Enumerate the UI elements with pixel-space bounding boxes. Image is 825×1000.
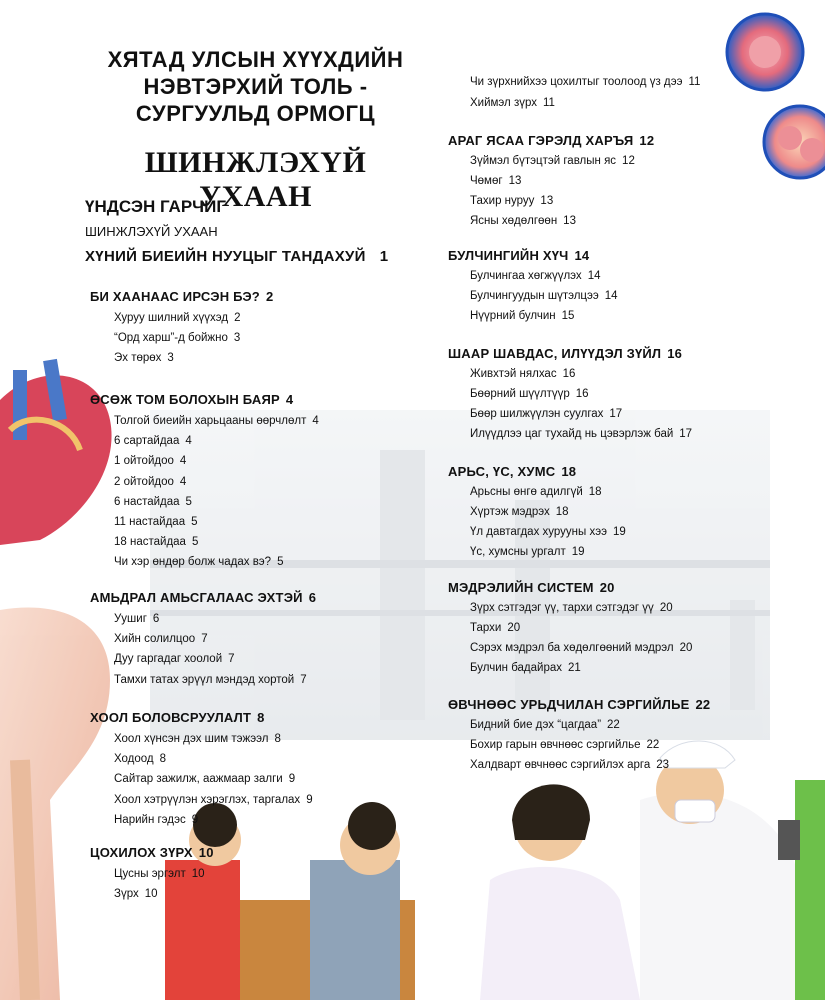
- toc-section-page: 6: [308, 590, 317, 605]
- toc-item: [470, 195, 553, 207]
- toc-item: [114, 814, 198, 826]
- toc-item: [470, 310, 574, 322]
- cell-illustration: [727, 14, 825, 178]
- toc-item-page: 6: [152, 613, 160, 625]
- toc-section: [448, 248, 589, 263]
- toc-item: [114, 496, 192, 508]
- toc-item-label: Уушиг: [114, 613, 147, 625]
- toc-section-page: 18: [561, 464, 577, 479]
- toc-item-label: Сайтар зажилж, аажмаар залги: [114, 773, 283, 786]
- toc-item-label: Чи хэр өндөр болж чадах вэ?: [114, 556, 272, 569]
- toc-section-label: БУЛЧИНГИЙН ХҮЧ: [448, 248, 569, 263]
- toc-item-label: Хиймэл зүрх: [470, 96, 537, 109]
- toc-item-page: 9: [191, 813, 199, 826]
- toc-item-page: 19: [571, 546, 585, 558]
- toc-item: [470, 602, 673, 614]
- toc-item-label: Бохир гарын өвчнөөс сэргийлье: [470, 739, 641, 751]
- toc-item: [114, 733, 281, 745]
- toc-item-label: Нүүрний булчин: [470, 310, 556, 322]
- toc-item-label: Дуу гаргадаг хоолой: [114, 653, 223, 666]
- toc-section: [90, 845, 214, 860]
- toc-item: [470, 622, 520, 634]
- toc-section: [448, 346, 682, 361]
- toc-item-label: Бөөрний шүүлтүүр: [470, 388, 570, 400]
- toc-item-label: Тамхи татах эрүүл мэндэд хортой: [114, 673, 295, 686]
- toc-section-label: ӨВЧНӨӨС УРЬДЧИЛАН СЭРГИЙЛЬЕ: [448, 697, 690, 712]
- toc-section-label: АРАГ ЯСАА ГЭРЭЛД ХАРЪЯ: [448, 133, 634, 148]
- toc-item-label: Тархи: [470, 622, 502, 634]
- toc-category: ШИНЖЛЭХҮЙ УХААН: [85, 224, 218, 239]
- toc-item-page: 11: [542, 96, 555, 109]
- toc-item: [114, 536, 198, 548]
- title-line: СУРГУУЛЬД ОРМОГЦ: [135, 101, 376, 126]
- toc-item-page: 20: [679, 642, 693, 654]
- toc-item-label: 1 ойтойдоо: [114, 455, 174, 468]
- toc-item-label: Булчингуудын шүтэлцээ: [470, 290, 599, 302]
- toc-section-page: 16: [667, 346, 683, 361]
- toc-item: [470, 175, 521, 187]
- toc-top-label: ХҮНИЙ БИЕИЙН НУУЦЫГ ТАНДАХУЙ: [85, 248, 366, 265]
- toc-section: [90, 392, 293, 407]
- toc-item-page: 13: [508, 175, 522, 187]
- toc-item: [114, 753, 166, 765]
- toc-section-label: ЦОХИЛОХ ЗҮРХ: [90, 845, 193, 860]
- toc-item-label: 6 настайдаа: [114, 495, 180, 508]
- book-title: [88, 46, 423, 127]
- toc-item: [114, 794, 313, 806]
- toc-item: [470, 76, 700, 88]
- toc-item-page: 18: [588, 486, 602, 498]
- toc-item-label: Ходоод: [114, 753, 154, 766]
- toc-item-page: 4: [179, 455, 187, 468]
- toc-item-page: 3: [167, 352, 174, 365]
- toc-item-label: 18 настайдаа: [114, 536, 186, 549]
- toc-item-page: 8: [274, 733, 281, 745]
- toc-item: [470, 368, 575, 380]
- toc-item-page: 20: [659, 602, 673, 614]
- toc-item-label: Бидний бие дэх “цагдаа”: [470, 719, 602, 731]
- subject-title: ШИНЖЛЭХҮЙ УХААН: [144, 146, 367, 213]
- toc-item-page: 7: [300, 673, 307, 686]
- toc-item-label: Зүймэл бүтэцтэй гавлын яс: [470, 155, 617, 167]
- toc-item-page: 16: [562, 368, 576, 380]
- toc-section-label: АРЬС, ҮС, ХУМС: [448, 464, 556, 479]
- toc-section-label: ХООЛ БОЛОВСРУУЛАЛТ: [90, 710, 252, 725]
- toc-section-label: АМЬДРАЛ АМЬСГАЛААС ЭХТЭЙ: [90, 590, 303, 605]
- toc-item: [114, 332, 240, 344]
- toc-section: [90, 590, 316, 605]
- toc-item: [470, 155, 635, 167]
- toc-item: [114, 674, 307, 686]
- toc-item-label: Хуруу шилний хүүхэд: [114, 312, 229, 324]
- toc-item-page: 5: [191, 516, 198, 528]
- toc-item: [470, 739, 659, 751]
- toc-item: [470, 290, 618, 302]
- toc-section-page: 22: [695, 697, 711, 712]
- toc-item-label: Хоол хэтрүүлэн хэрэглэх, таргалах: [114, 793, 301, 806]
- toc-item-label: Булчингаа хөгжүүлэх: [470, 270, 582, 282]
- toc-item-page: 4: [185, 435, 192, 448]
- toc-section-label: МЭДРЭЛИЙН СИСТЕМ: [448, 580, 594, 595]
- toc-item-page: 9: [288, 773, 296, 786]
- toc-item-label: Булчин бадайрах: [470, 662, 562, 674]
- toc-item-label: 11 настайдаа: [114, 516, 186, 528]
- toc-item-page: 23: [656, 759, 670, 771]
- toc-section-page: 14: [574, 248, 590, 263]
- title-line: НЭВТЭРХИЙ ТОЛЬ -: [143, 74, 368, 99]
- toc-item: [114, 613, 159, 625]
- vaccination-photo: [480, 741, 800, 1000]
- toc-section: [448, 133, 654, 148]
- toc-item-label: Эх төрөх: [114, 352, 162, 365]
- toc-item-page: 16: [575, 388, 589, 400]
- toc-item: [470, 506, 569, 518]
- toc-item-label: Чи зүрхнийхээ цохилтыг тоолоод үз дээ: [470, 76, 683, 88]
- toc-item-page: 7: [228, 653, 235, 666]
- toc-item-label: Зүрх: [114, 888, 139, 901]
- toc-item: [114, 352, 174, 364]
- toc-item-label: Чөмөг: [470, 175, 503, 187]
- dam-background: [150, 410, 770, 740]
- toc-item-label: Хоол хүнсэн дэх шим тэжээл: [114, 733, 269, 745]
- toc-item: [470, 270, 600, 282]
- toc-item-page: 17: [679, 428, 693, 440]
- toc-item: [470, 97, 555, 109]
- toc-section: [448, 580, 615, 595]
- toc-item: [470, 215, 576, 227]
- toc-section-page: 8: [257, 710, 265, 725]
- toc-item-label: Тахир нуруу: [470, 195, 535, 207]
- toc-section: [90, 710, 265, 725]
- toc-item-page: 8: [159, 753, 167, 766]
- toc-item: [470, 719, 620, 731]
- toc-item-page: 14: [587, 270, 601, 282]
- toc-section-label: ӨСӨЖ ТОМ БОЛОХЫН БАЯР: [90, 392, 280, 407]
- toc-item: [470, 388, 589, 400]
- toc-item-page: 19: [612, 526, 626, 538]
- toc-section-page: 20: [599, 580, 615, 595]
- toc-item-page: 2: [234, 312, 241, 324]
- toc-top-page: 1: [379, 248, 389, 265]
- toc-item: [470, 486, 602, 498]
- toc-item: [114, 516, 198, 528]
- toc-section-label: БИ ХААНААС ИРСЭН БЭ?: [90, 289, 260, 304]
- toc-section-page: 2: [265, 289, 274, 304]
- toc-item: [470, 759, 669, 771]
- toc-item-label: Ясны хөдөлгөөн: [470, 215, 558, 227]
- toc-item: [470, 642, 692, 654]
- toc-item-label: Үл давтагдах хурууны хээ: [470, 526, 607, 538]
- kids-photo: [165, 802, 415, 1000]
- bone-illustration: [0, 608, 110, 1000]
- toc-section: [448, 697, 710, 712]
- toc-top-entry: [85, 248, 388, 265]
- toc-item-page: 5: [191, 536, 199, 549]
- title-line: ХЯТАД УЛСЫН ХҮҮХДИЙН: [107, 47, 404, 72]
- toc-section-label: ШААР ШАВДАС, ИЛҮҮДЭЛ ЗҮЙЛ: [448, 346, 662, 361]
- toc-item-page: 13: [540, 195, 554, 207]
- toc-item: [114, 435, 192, 447]
- toc-item-page: 15: [561, 310, 575, 322]
- toc-item-label: Толгой биеийн харьцааны өөрчлөлт: [114, 415, 307, 427]
- toc-item-page: 10: [191, 868, 205, 880]
- toc-item-label: Халдварт өвчнөөс сэргийлэх арга: [470, 759, 651, 771]
- toc-item-label: Үс, хумсны ургалт: [470, 546, 566, 558]
- heart-illustration: [0, 360, 112, 545]
- toc-item: [114, 653, 235, 665]
- toc-section-page: 12: [639, 133, 655, 148]
- toc-item-page: 5: [277, 556, 284, 569]
- toc-item: [114, 556, 283, 568]
- toc-item-label: 6 сартайдаа: [114, 435, 180, 448]
- toc-item-label: Живхтэй нялхас: [470, 368, 557, 380]
- toc-item-label: Хийн солилцоо: [114, 633, 196, 646]
- toc-item-page: 20: [507, 622, 521, 634]
- toc-item: [114, 415, 319, 427]
- toc-item-page: 4: [312, 415, 319, 427]
- toc-item: [114, 773, 295, 785]
- toc-item: [470, 408, 622, 420]
- toc-item: [114, 888, 158, 900]
- toc-item-page: 3: [233, 332, 241, 345]
- toc-item: [470, 662, 581, 674]
- toc-item: [470, 546, 585, 558]
- toc-heading: ҮНДСЭН ГАРЧИГ: [85, 197, 226, 216]
- toc-item: [470, 526, 626, 538]
- toc-item-page: 11: [688, 76, 701, 88]
- toc-item-label: Сэрэх мэдрэл ба хөдөлгөөний мэдрэл: [470, 642, 674, 654]
- toc-item-page: 12: [622, 155, 635, 167]
- toc-section: [448, 464, 576, 479]
- toc-item: [114, 633, 208, 645]
- toc-item-page: 17: [609, 408, 623, 420]
- toc-item-label: Илүүдлээ цаг тухайд нь цэвэрлэж бай: [470, 428, 674, 440]
- toc-item-label: Зүрх сэтгэдэг үү, тархи сэтгэдэг үү: [470, 602, 654, 614]
- toc-item: [114, 476, 186, 488]
- toc-item-label: 2 ойтойдоо: [114, 475, 174, 488]
- toc-item-page: 13: [563, 215, 576, 227]
- toc-item-label: Бөөр шилжүүлэн суулгах: [470, 408, 604, 420]
- toc-section-page: 10: [198, 845, 214, 860]
- toc-item-label: “Орд харш”-д бойжно: [114, 332, 228, 345]
- toc-item-label: Нарийн гэдэс: [114, 813, 186, 826]
- toc-item-page: 22: [607, 719, 620, 731]
- toc-item-page: 7: [201, 633, 208, 646]
- toc-item: [470, 428, 692, 440]
- toc-item-page: 4: [179, 475, 187, 488]
- toc-item-page: 5: [185, 495, 192, 508]
- toc-item-page: 14: [604, 290, 618, 302]
- toc-item-label: Цусны эргэлт: [114, 868, 186, 880]
- toc-item: [114, 455, 186, 467]
- toc-section-page: 4: [285, 392, 294, 407]
- toc-item-page: 10: [144, 888, 158, 901]
- toc-item-page: 9: [306, 793, 313, 806]
- toc-item-label: Хүртэж мэдрэх: [470, 506, 550, 518]
- toc-item: [114, 868, 205, 880]
- toc-item-page: 18: [555, 506, 569, 518]
- toc-section: [90, 289, 273, 304]
- toc-item-page: 22: [646, 739, 660, 751]
- toc-item: [114, 312, 241, 324]
- toc-item-label: Арьсны өнгө адилгүй: [470, 486, 583, 498]
- toc-item-page: 21: [568, 662, 581, 674]
